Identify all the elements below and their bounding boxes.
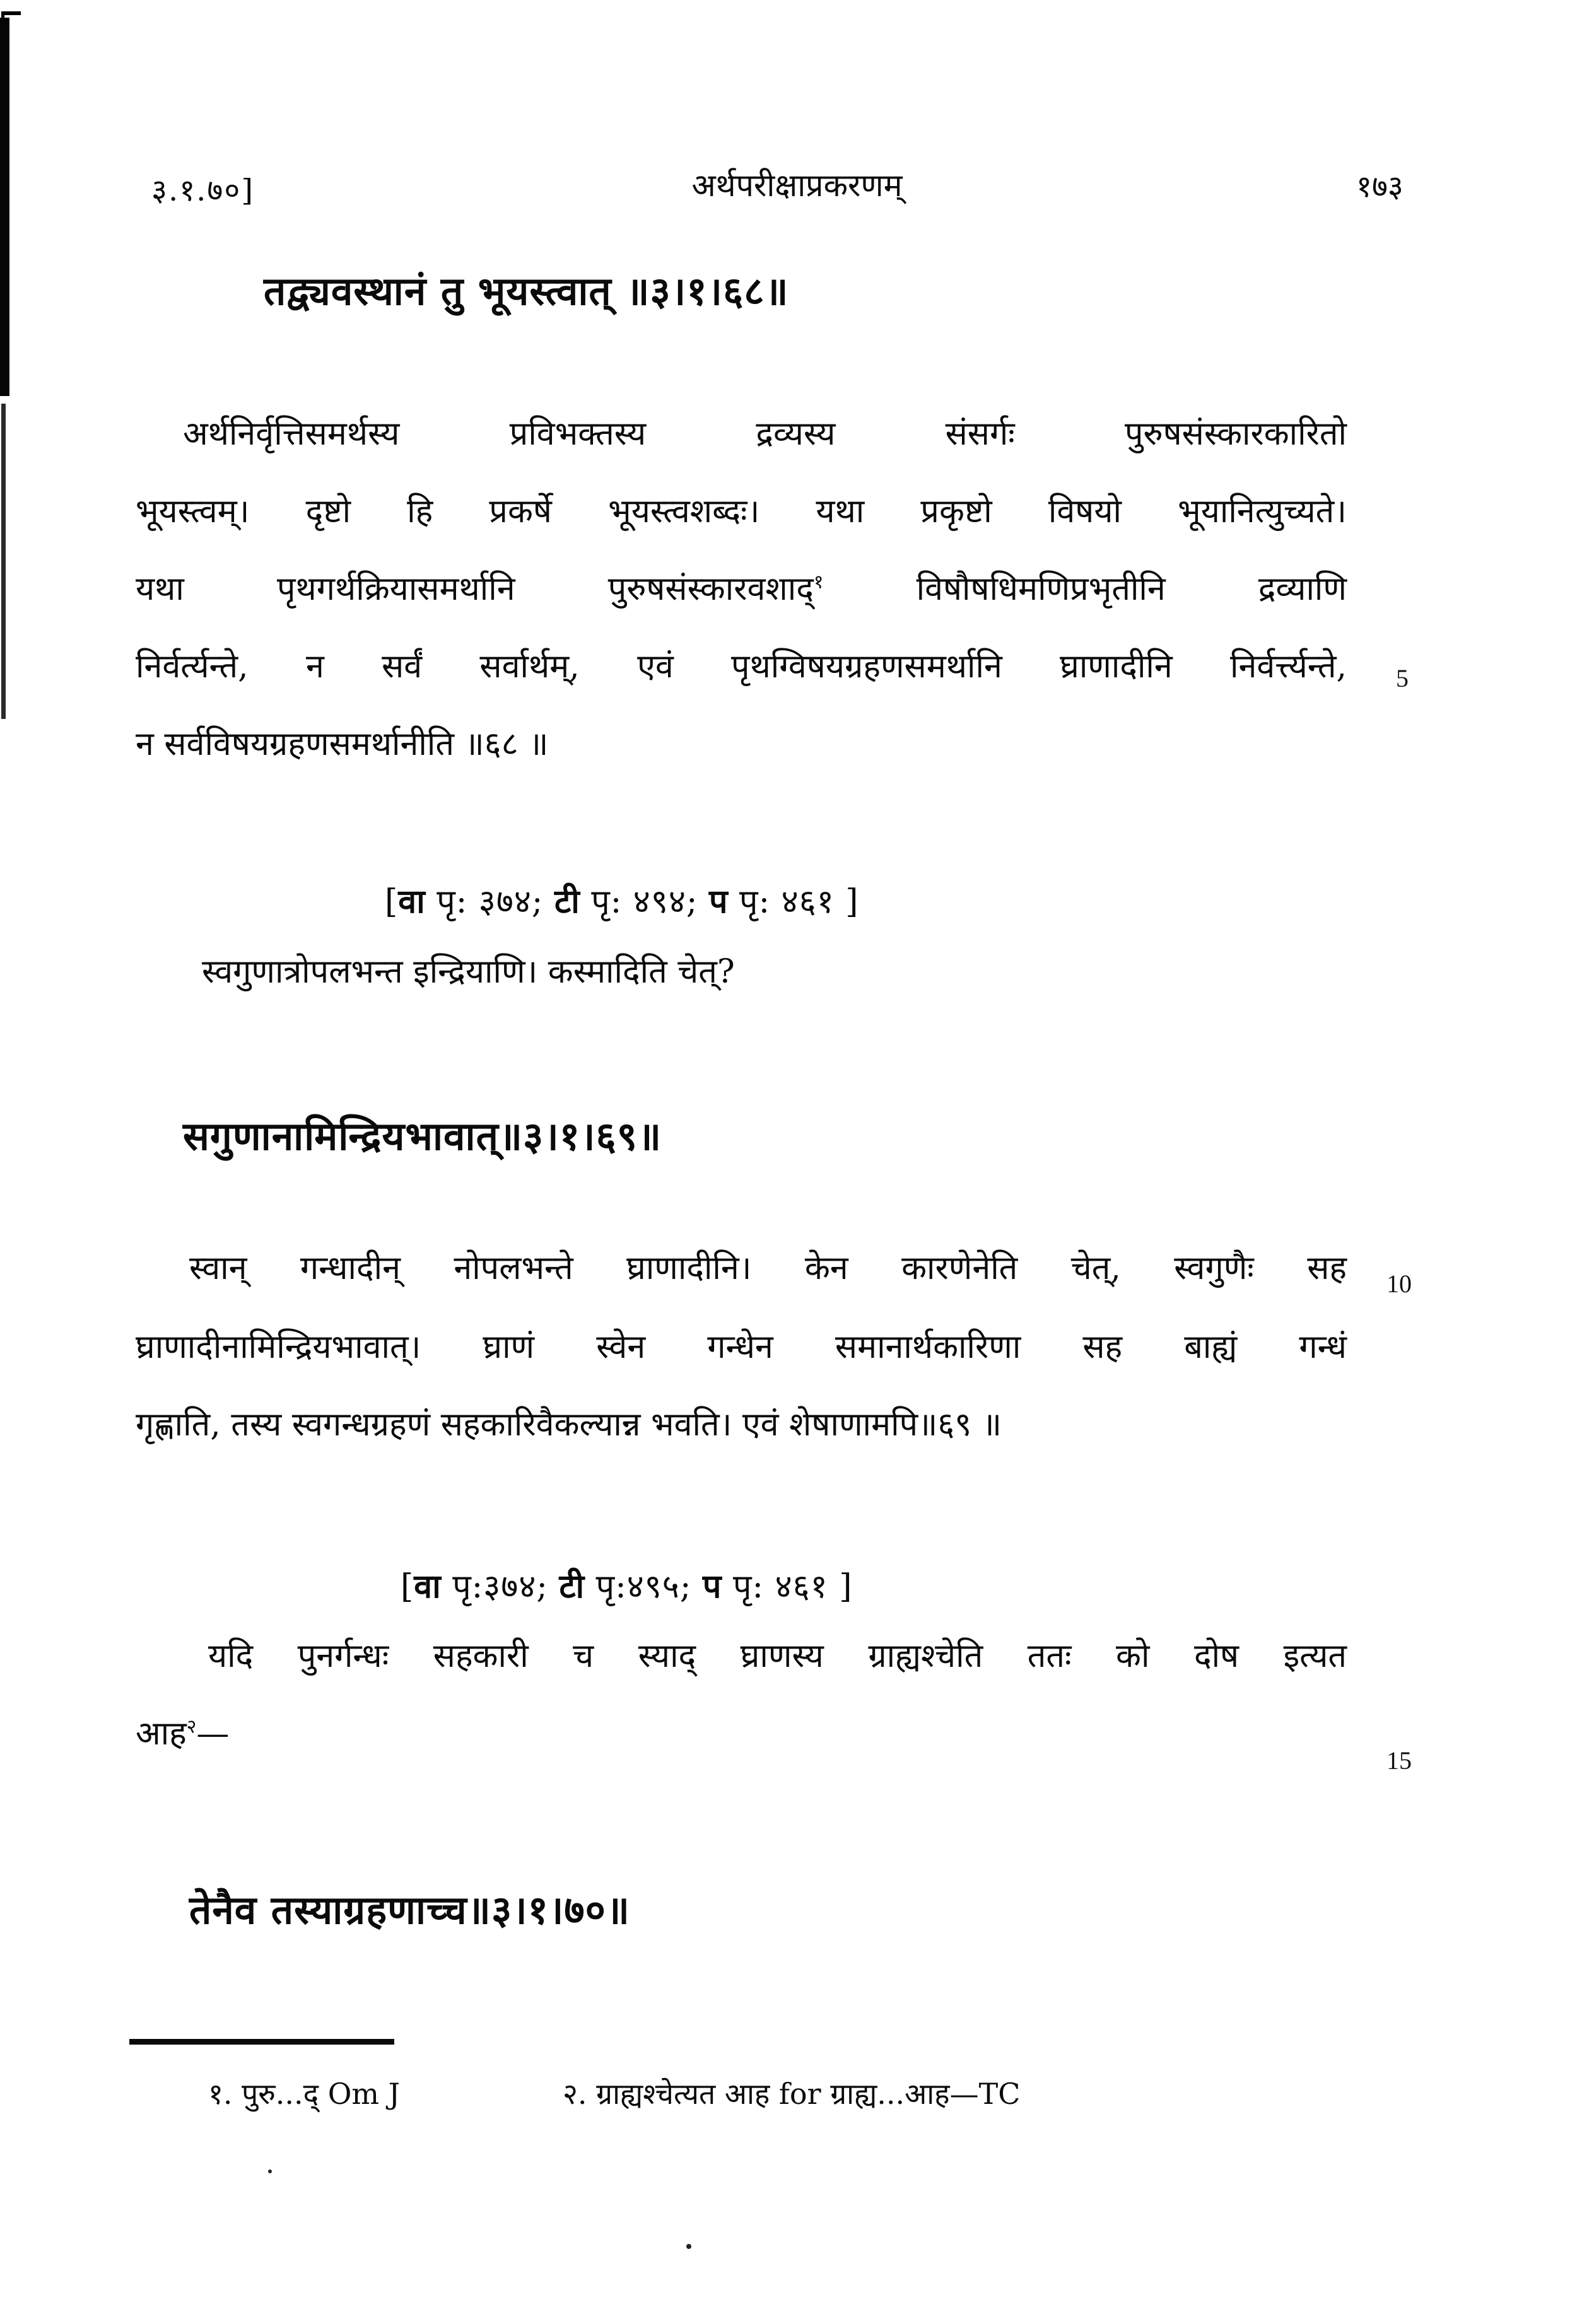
- intro-70-dash: —: [196, 1715, 230, 1753]
- footnote-1: १. पुरु...द् Om J: [208, 2077, 401, 2111]
- ref-open-bracket: [: [401, 1568, 414, 1606]
- ref-parishuddhi-label: प: [708, 882, 729, 921]
- intro-70-aha: आह: [136, 1715, 187, 1753]
- ref-parishuddhi-label: प: [702, 1567, 722, 1606]
- commentary-68-line-3: [136, 570, 1347, 608]
- commentary-68-line-3-text-cont: विषौषधिमणिप्रभृतीनि द्रव्याणि: [823, 570, 1347, 608]
- ref-vartika-page: पृ: ३७४;: [425, 883, 554, 921]
- commentary-69-line-1: स्वान् गन्धादीन् नोपलभन्ते घ्राणादीनि। केन कारणेनेति चेत्, स्वगुणैः सह: [189, 1249, 1347, 1287]
- margin-line-number-5: 5: [1396, 664, 1409, 692]
- commentary-68-line-5: न सर्वविषयग्रहणसमर्थानीति ॥६८ ॥: [136, 725, 549, 763]
- margin-line-number-10: 10: [1386, 1270, 1412, 1298]
- footnote-2-reference: २: [186, 1715, 197, 1738]
- chapter-title: अर्थपरीक्षाप्रकरणम्: [691, 167, 903, 204]
- header-sutra-marker: ३.१.७०]: [151, 173, 255, 208]
- commentary-68-line-3-text: यथा पृथगर्थक्रियासमर्थानि पुरुषसंस्कारवशाद्: [136, 570, 814, 608]
- ref-parishuddhi-page: पृ: ४६१: [722, 1568, 840, 1606]
- commentary-68-line-1: अर्थनिर्वृत्तिसमर्थस्य प्रविभक्तस्य द्रव्यस्य संसर्गः पुरुषसंस्कारकारितो: [183, 415, 1347, 453]
- footnote-1-reference: १: [813, 571, 824, 593]
- edition-reference-69: [401, 1563, 853, 1608]
- scan-speck: [268, 2169, 272, 2173]
- margin-line-number-15: 15: [1386, 1746, 1412, 1775]
- commentary-69-line-2: घ्राणादीनामिन्द्रियभावात्। घ्राणं स्वेन गन्धेन समानार्थकारिणा सह बाह्यं गन्धं: [136, 1328, 1347, 1366]
- scan-edge-artifact: [0, 18, 9, 396]
- intro-70-line-1: यदि पुनर्गन्धः सहकारी च स्याद् घ्राणस्य ग्राह्यश्चेति ततः को दोष इत्यत: [208, 1637, 1347, 1675]
- scan-speck: [686, 2244, 691, 2249]
- ref-close-bracket: ]: [845, 883, 859, 921]
- scan-edge-artifact-lower: [1, 404, 6, 719]
- ref-vartika-label: वा: [414, 1567, 442, 1606]
- ref-tika-label: टी: [554, 882, 580, 921]
- page-number: १७३: [1356, 169, 1404, 204]
- intro-70-line-2: [136, 1715, 1347, 1753]
- ref-tika-label: टी: [559, 1567, 585, 1606]
- ref-tika-page: पृ:४९५;: [585, 1568, 703, 1606]
- ref-close-bracket: ]: [839, 1568, 853, 1606]
- sutra-3-1-68: तद्व्यवस्थानं तु भूयस्त्वात् ॥३।१।६८॥: [264, 268, 789, 314]
- ref-vartika-page: पृ:३७४;: [441, 1568, 560, 1606]
- footnote-separator-rule: [129, 2039, 394, 2045]
- sutra-3-1-69: सगुणानामिन्द्रियभावात्॥३।१।६९॥: [183, 1113, 662, 1159]
- footnote-2: २. ग्राह्यश्चेत्यत आह for ग्राह्य...आह—TC: [563, 2077, 1021, 2111]
- ref-tika-page: पृ: ४९४;: [580, 883, 709, 921]
- commentary-68-line-2: भूयस्त्वम्। दृष्टो हि प्रकर्षे भूयस्त्वशब्दः। यथा प्रकृष्टो विषयो भूयानित्युच्यते।: [136, 493, 1347, 530]
- commentary-69-line-3: गृह्णाति, तस्य स्वगन्धग्रहणं सहकारिवैकल्यान्न भवति। एवं शेषाणामपि॥६९ ॥: [136, 1406, 1002, 1444]
- scan-corner-mark: [1, 11, 21, 34]
- sutra-3-1-70: तेनैव तस्याग्रहणाच्च॥३।१।७०॥: [189, 1887, 631, 1933]
- edition-reference-68: [385, 878, 859, 923]
- ref-vartika-label: वा: [398, 882, 426, 921]
- commentary-68-line-4: निर्वर्त्यन्ते, न सर्वं सर्वार्थम्, एवं पृथग्विषयग्रहणसमर्थानि घ्राणादीनि निर्वर्त्त्यन्ते,: [136, 648, 1347, 686]
- question-line: स्वगुणात्रोपलभन्त इन्द्रियाणि। कस्मादिति चेत्?: [202, 953, 735, 991]
- ref-parishuddhi-page: पृ: ४६१: [728, 883, 846, 921]
- ref-open-bracket: [: [385, 883, 399, 921]
